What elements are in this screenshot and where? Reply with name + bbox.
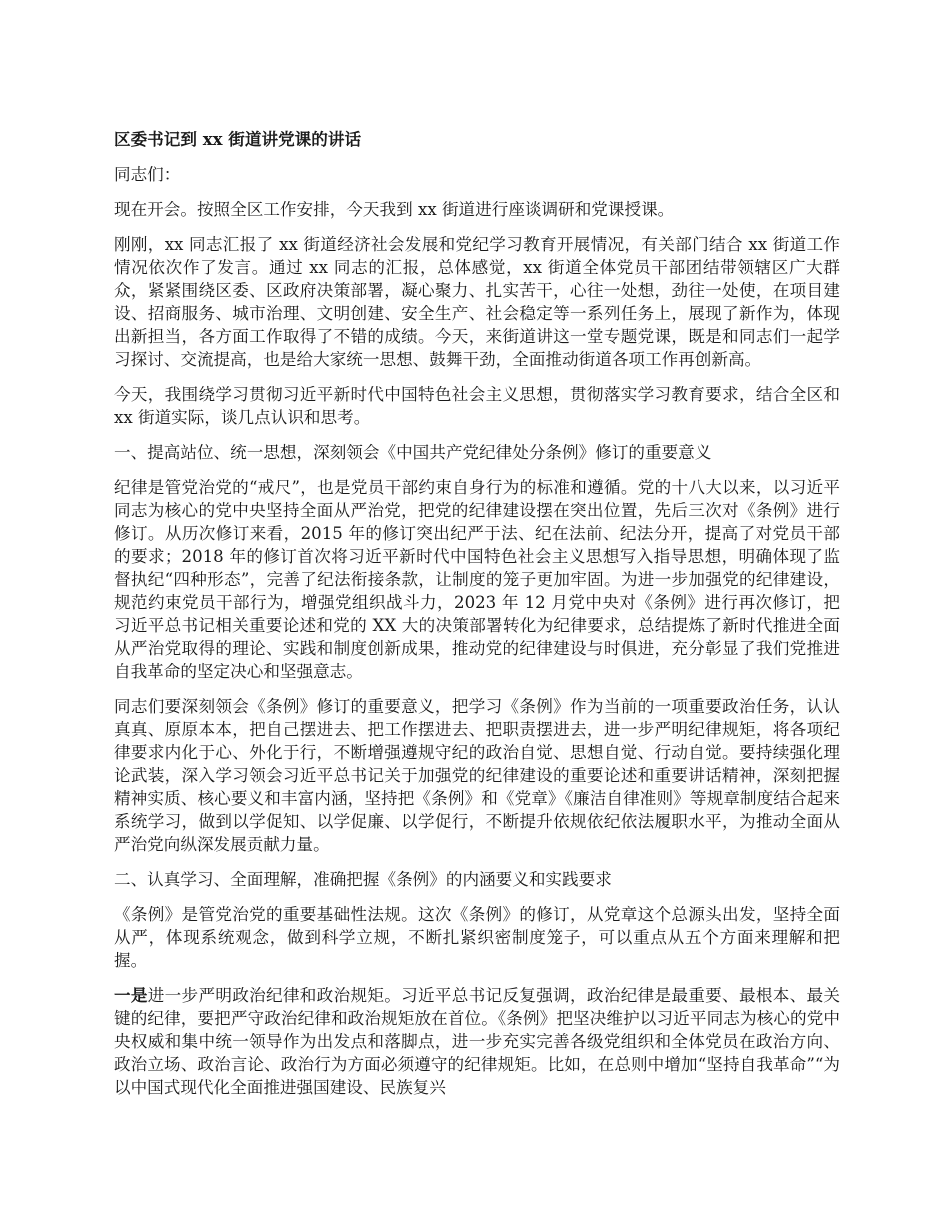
- paragraph-discipline-history: 纪律是管党治党的“戒尺”，也是党员干部约束自身行为的标准和遵循。党的十八大以来，以习近平同志为核心的党中央坚持全面从严治党，把党的纪律建设摆在突出位置，先后三次对《条例》进行修订。从历次修订来看，2015 年的修订突出纪严于法、纪在法前、纪法分开，提高了对党员干部的要求；2018 年的修订首次将习近平新时代中国特色社会主义思想写入指导思想，明确体现了监督执纪“四种形态”，完善了纪法衔接条款，让制度的笼子更加牢固。为进一步加强党的纪律建设，规范约束党员干部行为，增强党组织战斗力，2023 年 12 月党中央对《条例》进行再次修订，把习近平总书记相关重要论述和党的 XX 大的决策部署转化为纪律要求，总结提炼了新时代推进全面从严治党取得的理论、实践和制度创新成果，推动党的纪律建设与时俱进，充分彰显了我们党推进自我革命的坚定决心和坚强意志。: [114, 478, 840, 681]
- paragraph-point-one: [114, 984, 840, 1099]
- paragraph-study-requirements: 同志们要深刻领会《条例》修订的重要意义，把学习《条例》作为当前的一项重要政治任务，认认真真、原原本本，把自己摆进去、把工作摆进去、把职责摆进去，进一步严明纪律规矩，将各项纪律要求内化于心、外化于行，不断增强遵规守纪的政治自觉、思想自觉、行动自觉。要持续强化理论武装，深入学习领会习近平总书记关于加强党的纪律建设的重要论述和重要讲话精神，深刻把握精神实质、核心要义和丰富内涵，坚持把《条例》和《党章》《廉洁自律准则》等规章制度结合起来系统学习，做到以学促知、以学促廉、以学促行，不断提升依规依纪依法履职水平，为推动全面从严治党向纵深发展贡献力量。: [114, 697, 840, 854]
- paragraph-topic-intro: 今天，我围绕学习贯彻习近平新时代中国特色社会主义思想，贯彻落实学习教育要求，结合全区和 xx 街道实际，谈几点认识和思考。: [114, 385, 840, 427]
- document-title: 区委书记到 xx 街道讲党课的讲话: [114, 129, 362, 149]
- section-heading-2: 二、认真学习、全面理解，准确把握《条例》的内涵要义和实践要求: [114, 870, 612, 889]
- document-page: [114, 128, 840, 1111]
- section-heading-1: 一、提高站位、统一思想，深刻领会《中国共产党纪律处分条例》修订的重要意义: [114, 443, 712, 462]
- point-one-lead: 一是: [114, 985, 148, 1005]
- paragraph-opening: 现在开会。按照全区工作安排，今天我到 xx 街道进行座谈调研和党课授课。: [114, 200, 675, 219]
- point-one-text: 进一步严明政治纪律和政治规矩。习近平总书记反复强调，政治纪律是最重要、最根本、最关键的纪律，要把严守政治纪律和政治规矩放在首位。《条例》把坚决维护以习近平同志为核心的党中央权威和集中统一领导作为出发点和落脚点，进一步充实完善各级党组织和全体党员在政治方向、政治立场、政治言论、政治行为方面必须遵守的纪律规矩。比如，在总则中增加“坚持自我革命”“为以中国式现代化全面推进强国建设、民族复兴: [114, 986, 840, 1097]
- paragraph-report-summary: 刚刚，xx 同志汇报了 xx 街道经济社会发展和党纪学习教育开展情况，有关部门结合 xx 街道工作情况依次作了发言。通过 xx 同志的汇报，总体感觉，xx 街道全体党员干部团结带领辖区广大群众，紧紧围绕区委、区政府决策部署，凝心聚力、扎实苦干，心往一处想，劲往一处使，在项目建设、招商服务、城市治理、文明创建、安全生产、社会稳定等一系列任务上，展现了新作为，体现出新担当，各方面工作取得了不错的成绩。今天，来街道讲这一堂专题党课，既是和同志们一起学习探讨、交流提高，也是给大家统一思想、鼓舞干劲，全面推动街道各项工作再创新高。: [114, 235, 840, 369]
- salutation: 同志们：: [114, 165, 181, 184]
- paragraph-regulation-overview: 《条例》是管党治党的重要基础性法规。这次《条例》的修订，从党章这个总源头出发，坚持全面从严，体现系统观念，做到科学立规，不断扎紧织密制度笼子，可以重点从五个方面来理解和把握。: [114, 905, 840, 970]
